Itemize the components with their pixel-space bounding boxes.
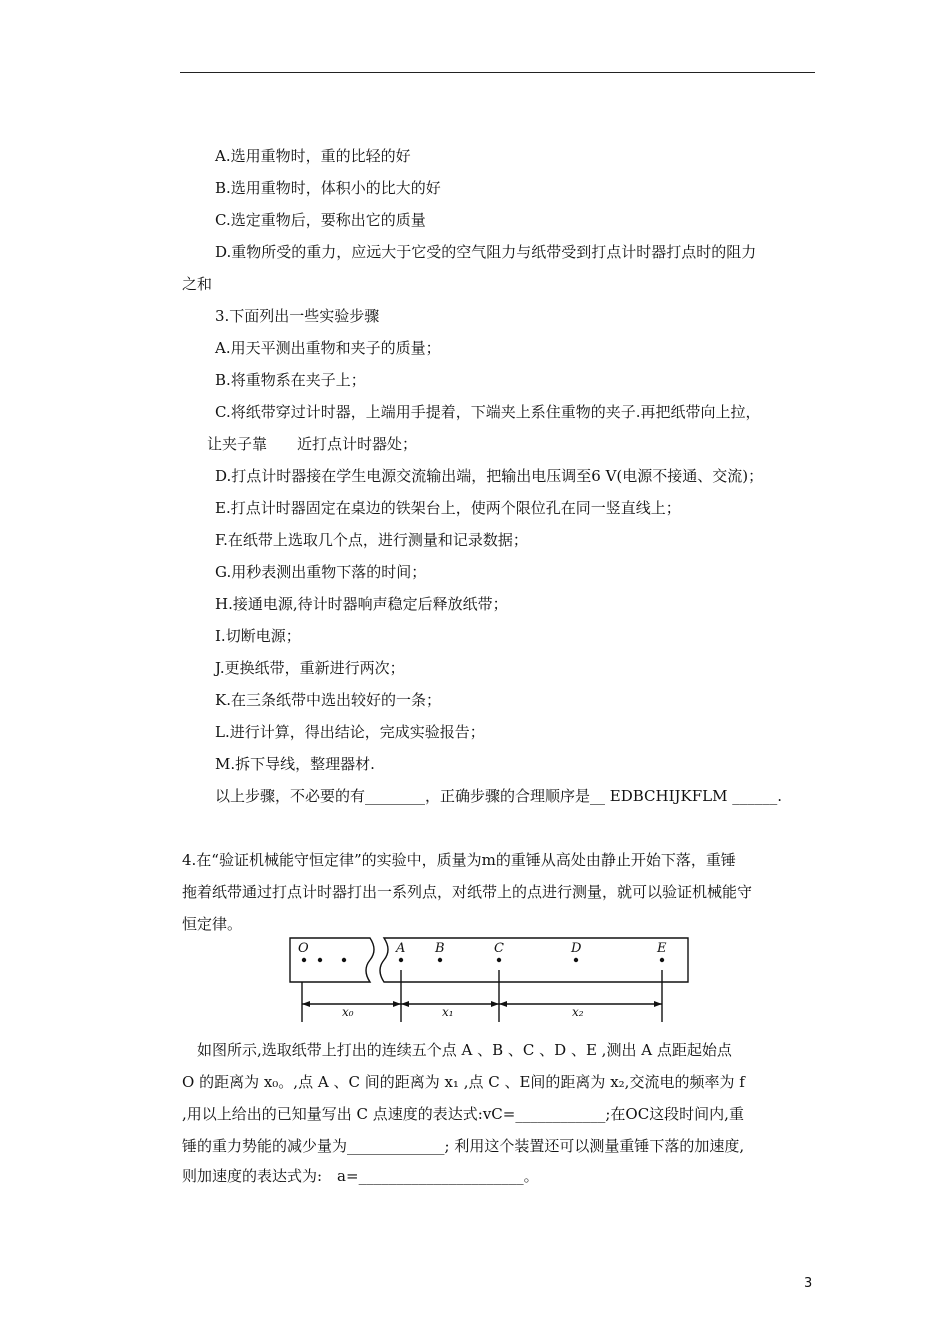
q4-after-line: O 的距离为 x₀。,点 A 、C 间的距离为 x₁ ,点 C 、E间的距离为 x₂,交流电的频率为 f xyxy=(182,1073,745,1091)
q3-step: 让夹子靠 近打点计时器处； xyxy=(207,435,418,453)
tape-dot xyxy=(438,958,442,962)
tape-dot xyxy=(399,958,403,962)
point-label-a: A xyxy=(396,941,406,956)
tape-dot xyxy=(660,958,664,962)
q2-option-c: C.选定重物后，要称出它的质量 xyxy=(215,211,426,229)
distance-label-x2: x₂ xyxy=(572,1005,584,1019)
tape-dot xyxy=(574,958,578,962)
q4-after-line: 锤的重力势能的减少量为_____________; 利用这个装置还可以测量重锤下落的加速度, xyxy=(182,1137,745,1155)
q2-option-b: B.选用重物时，体积小的比大的好 xyxy=(215,179,441,197)
q3-step: K.在三条纸带中选出较好的一条； xyxy=(215,691,441,709)
q3-step: F.在纸带上选取几个点，进行测量和记录数据； xyxy=(215,531,528,549)
q3-step: M.拆下导线，整理器材. xyxy=(215,755,375,773)
point-label-d: D xyxy=(571,941,582,956)
q3-step: B.将重物系在夹子上； xyxy=(215,371,366,389)
q3-step: C.将纸带穿过计时器，上端用手提着，下端夹上系住重物的夹子.再把纸带向上拉， xyxy=(215,403,761,421)
q3-step: I.切断电源； xyxy=(215,627,301,645)
page-number: 3 xyxy=(804,1276,813,1291)
q3-title: 3.下面列出一些实验步骤 xyxy=(215,307,380,325)
paper-tape-figure xyxy=(282,930,692,1030)
q4-line: 恒定律。 xyxy=(182,915,243,933)
q3-step: A.用天平测出重物和夹子的质量； xyxy=(215,339,441,357)
q2-option-d-continued: 之和 xyxy=(182,275,213,293)
point-label-o: O xyxy=(298,941,309,956)
q3-answer-line: 以上步骤，不必要的有________，正确步骤的合理顺序是__ EDBCHIJKFLM ______. xyxy=(215,787,783,805)
tape-dot xyxy=(318,958,322,962)
q4-line: 拖着纸带通过打点计时器打出一系列点，对纸带上的点进行测量，就可以验证机械能守 xyxy=(182,883,753,901)
q3-step: L.进行计算，得出结论，完成实验报告； xyxy=(215,723,485,741)
q3-step: J.更换纸带，重新进行两次； xyxy=(215,659,405,677)
q2-option-d: D.重物所受的重力，应远大于它受的空气阻力与纸带受到打点计时器打点时的阻力 xyxy=(215,243,757,261)
q4-after-line: ,用以上给出的已知量写出 C 点速度的表达式:vC=____________;在OC这段时间内,重 xyxy=(182,1105,744,1123)
header-rule xyxy=(180,72,815,73)
q4-after-line: 则加速度的表达式为: a=______________________。 xyxy=(182,1167,539,1185)
q4-after-line: 如图所示,选取纸带上打出的连续五个点 A 、B 、C 、D 、E ,测出 A 点距起始点 xyxy=(197,1041,732,1059)
tape-dot xyxy=(302,958,306,962)
distance-label-x1: x₁ xyxy=(442,1005,454,1019)
q3-step: D.打点计时器接在学生电源交流输出端，把输出电压调至6 V(电源不接通、交流)； xyxy=(215,467,764,485)
q3-step: G.用秒表测出重物下落的时间； xyxy=(215,563,427,581)
point-label-e: E xyxy=(657,941,667,956)
tape-dot xyxy=(342,958,346,962)
tape-dot xyxy=(497,958,501,962)
distance-label-x0: x₀ xyxy=(342,1005,354,1019)
q3-step: H.接通电源,待计时器响声稳定后释放纸带； xyxy=(215,595,508,613)
point-label-c: C xyxy=(494,941,504,956)
point-label-b: B xyxy=(435,941,445,956)
q4-line: 4.在“验证机械能守恒定律”的实验中，质量为m的重锤从高处由静止开始下落，重锤 xyxy=(182,851,736,869)
q2-option-a: A.选用重物时，重的比轻的好 xyxy=(215,147,411,165)
q3-step: E.打点计时器固定在桌边的铁架台上，使两个限位孔在同一竖直线上； xyxy=(215,499,681,517)
